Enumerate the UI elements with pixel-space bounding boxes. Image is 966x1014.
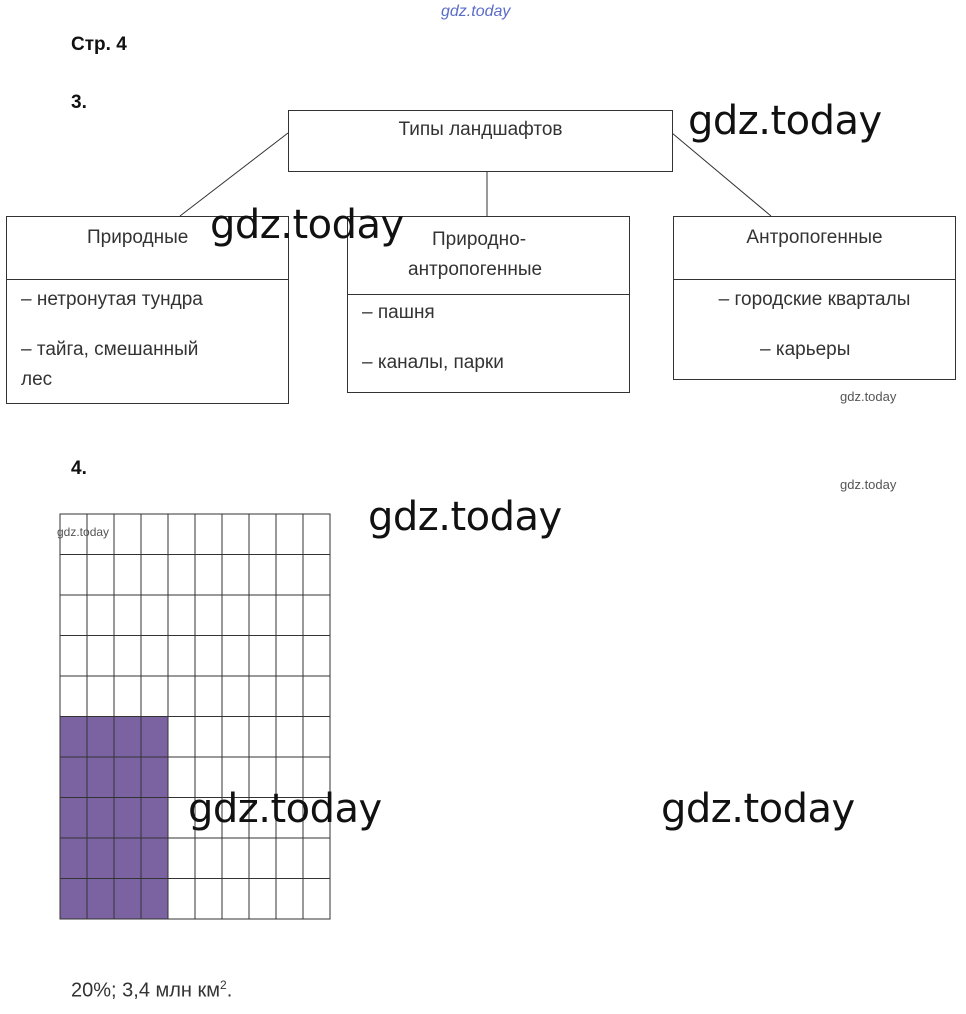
grid-cell [60,636,87,677]
grid-cell [222,879,249,920]
anthropogenic-title-text: Антропогенные [746,227,883,248]
grid-cell [114,676,141,717]
grid-cell [87,555,114,596]
grid-cell-filled [141,798,168,839]
grid-cell [195,717,222,758]
grid-cell-filled [60,879,87,920]
watermark-6: gdz.today [57,525,110,539]
watermark-7: gdz.today [188,786,382,832]
grid-cell [303,514,330,555]
grid-cell [168,555,195,596]
grid-cell [141,595,168,636]
grid-cell-filled [87,798,114,839]
grid-cell [249,514,276,555]
task4-number: 4. [71,458,87,479]
grid-cell [195,879,222,920]
grid-cell [249,717,276,758]
grid-cell-filled [60,838,87,879]
grid-cell-filled [141,757,168,798]
task3-number: 3. [71,92,87,113]
grid-cell [303,717,330,758]
grid-cell [276,514,303,555]
grid-cell-filled [87,879,114,920]
grid-cell [60,555,87,596]
grid-cell [141,555,168,596]
watermark-3: gdz.today [840,389,897,404]
watermark-1: gdz.today [688,98,882,144]
grid-cell-filled [141,879,168,920]
grid-cell [195,514,222,555]
grid-cell [141,514,168,555]
grid-cell [168,717,195,758]
natural-item-3: лес [21,369,53,390]
grid-cell-filled [60,798,87,839]
grid-cell-filled [87,757,114,798]
grid-cell [222,676,249,717]
anthropogenic-item-2: – карьеры [760,339,851,360]
grid-cell [276,879,303,920]
grid-cell [222,595,249,636]
watermark-5: gdz.today [368,494,562,540]
grid-cell [168,636,195,677]
grid-cell [195,676,222,717]
mixed-title-line2: антропогенные [408,259,543,280]
grid-cell [168,676,195,717]
grid-cell [114,514,141,555]
grid-cell [195,838,222,879]
grid-cell [276,555,303,596]
grid-cell [222,717,249,758]
grid-cell [222,514,249,555]
mixed-item-2: – каналы, парки [362,352,504,373]
area-grid [58,512,332,922]
grid-cell [168,514,195,555]
grid-cell-filled [87,717,114,758]
grid-cell [195,555,222,596]
grid-cell [303,636,330,677]
grid-cell-filled [114,879,141,920]
watermark-4: gdz.today [840,477,897,492]
grid-cell [249,595,276,636]
grid-cell [60,595,87,636]
grid-cell [87,676,114,717]
grid-cell [114,555,141,596]
grid-cell [249,838,276,879]
anthropogenic-title [674,217,955,280]
anthropogenic-box [673,216,956,380]
natural-item-1: – нетронутая тундра [21,289,203,310]
root-box [288,110,673,172]
grid-cell [303,838,330,879]
mixed-title-line1: Природно- [432,229,527,250]
grid-cell-filled [87,838,114,879]
page-label: Стр. 4 [71,34,127,55]
grid-cell [141,636,168,677]
grid-cell [87,595,114,636]
grid-cell [195,595,222,636]
grid-cell [249,636,276,677]
grid-cell [303,555,330,596]
grid-cell [303,676,330,717]
answer-sup: 2 [220,978,227,992]
grid-cell-filled [114,717,141,758]
grid-cell [249,555,276,596]
natural-item-2: – тайга, смешанный [21,339,199,360]
grid-cell [222,555,249,596]
grid-cell [60,676,87,717]
grid-cell [222,636,249,677]
answer [71,978,232,1003]
grid-cell-filled [141,838,168,879]
anthropogenic-item-1: – городские кварталы [718,289,911,310]
grid-cell [276,636,303,677]
answer-text: 20%; 3,4 млн км [71,979,221,1002]
grid-cell-filled [114,838,141,879]
grid-cell [303,595,330,636]
answer-end: . [226,979,233,1002]
grid-cell [168,879,195,920]
natural-title-text: Природные [87,227,189,248]
grid-cell [303,879,330,920]
grid-cell [276,838,303,879]
grid-cell [195,636,222,677]
grid-cell-filled [141,717,168,758]
grid-cell [276,595,303,636]
mixed-item-1: – пашня [362,302,435,323]
grid-cell-filled [60,717,87,758]
grid-cell-filled [114,757,141,798]
watermark-top: gdz.today [441,3,511,20]
grid-cell [114,595,141,636]
grid-cell [168,838,195,879]
grid-cell [141,676,168,717]
grid-cell-filled [60,757,87,798]
grid-cell [222,838,249,879]
grid-cell [249,676,276,717]
watermark-8: gdz.today [661,786,855,832]
root-label: Типы ландшафтов [398,119,563,140]
grid-cell [168,595,195,636]
grid-cell [276,717,303,758]
grid-cell [276,676,303,717]
grid-cell [87,636,114,677]
grid-cell [249,879,276,920]
grid-cell [114,636,141,677]
watermark-2: gdz.today [210,202,404,248]
grid-cell-filled [114,798,141,839]
